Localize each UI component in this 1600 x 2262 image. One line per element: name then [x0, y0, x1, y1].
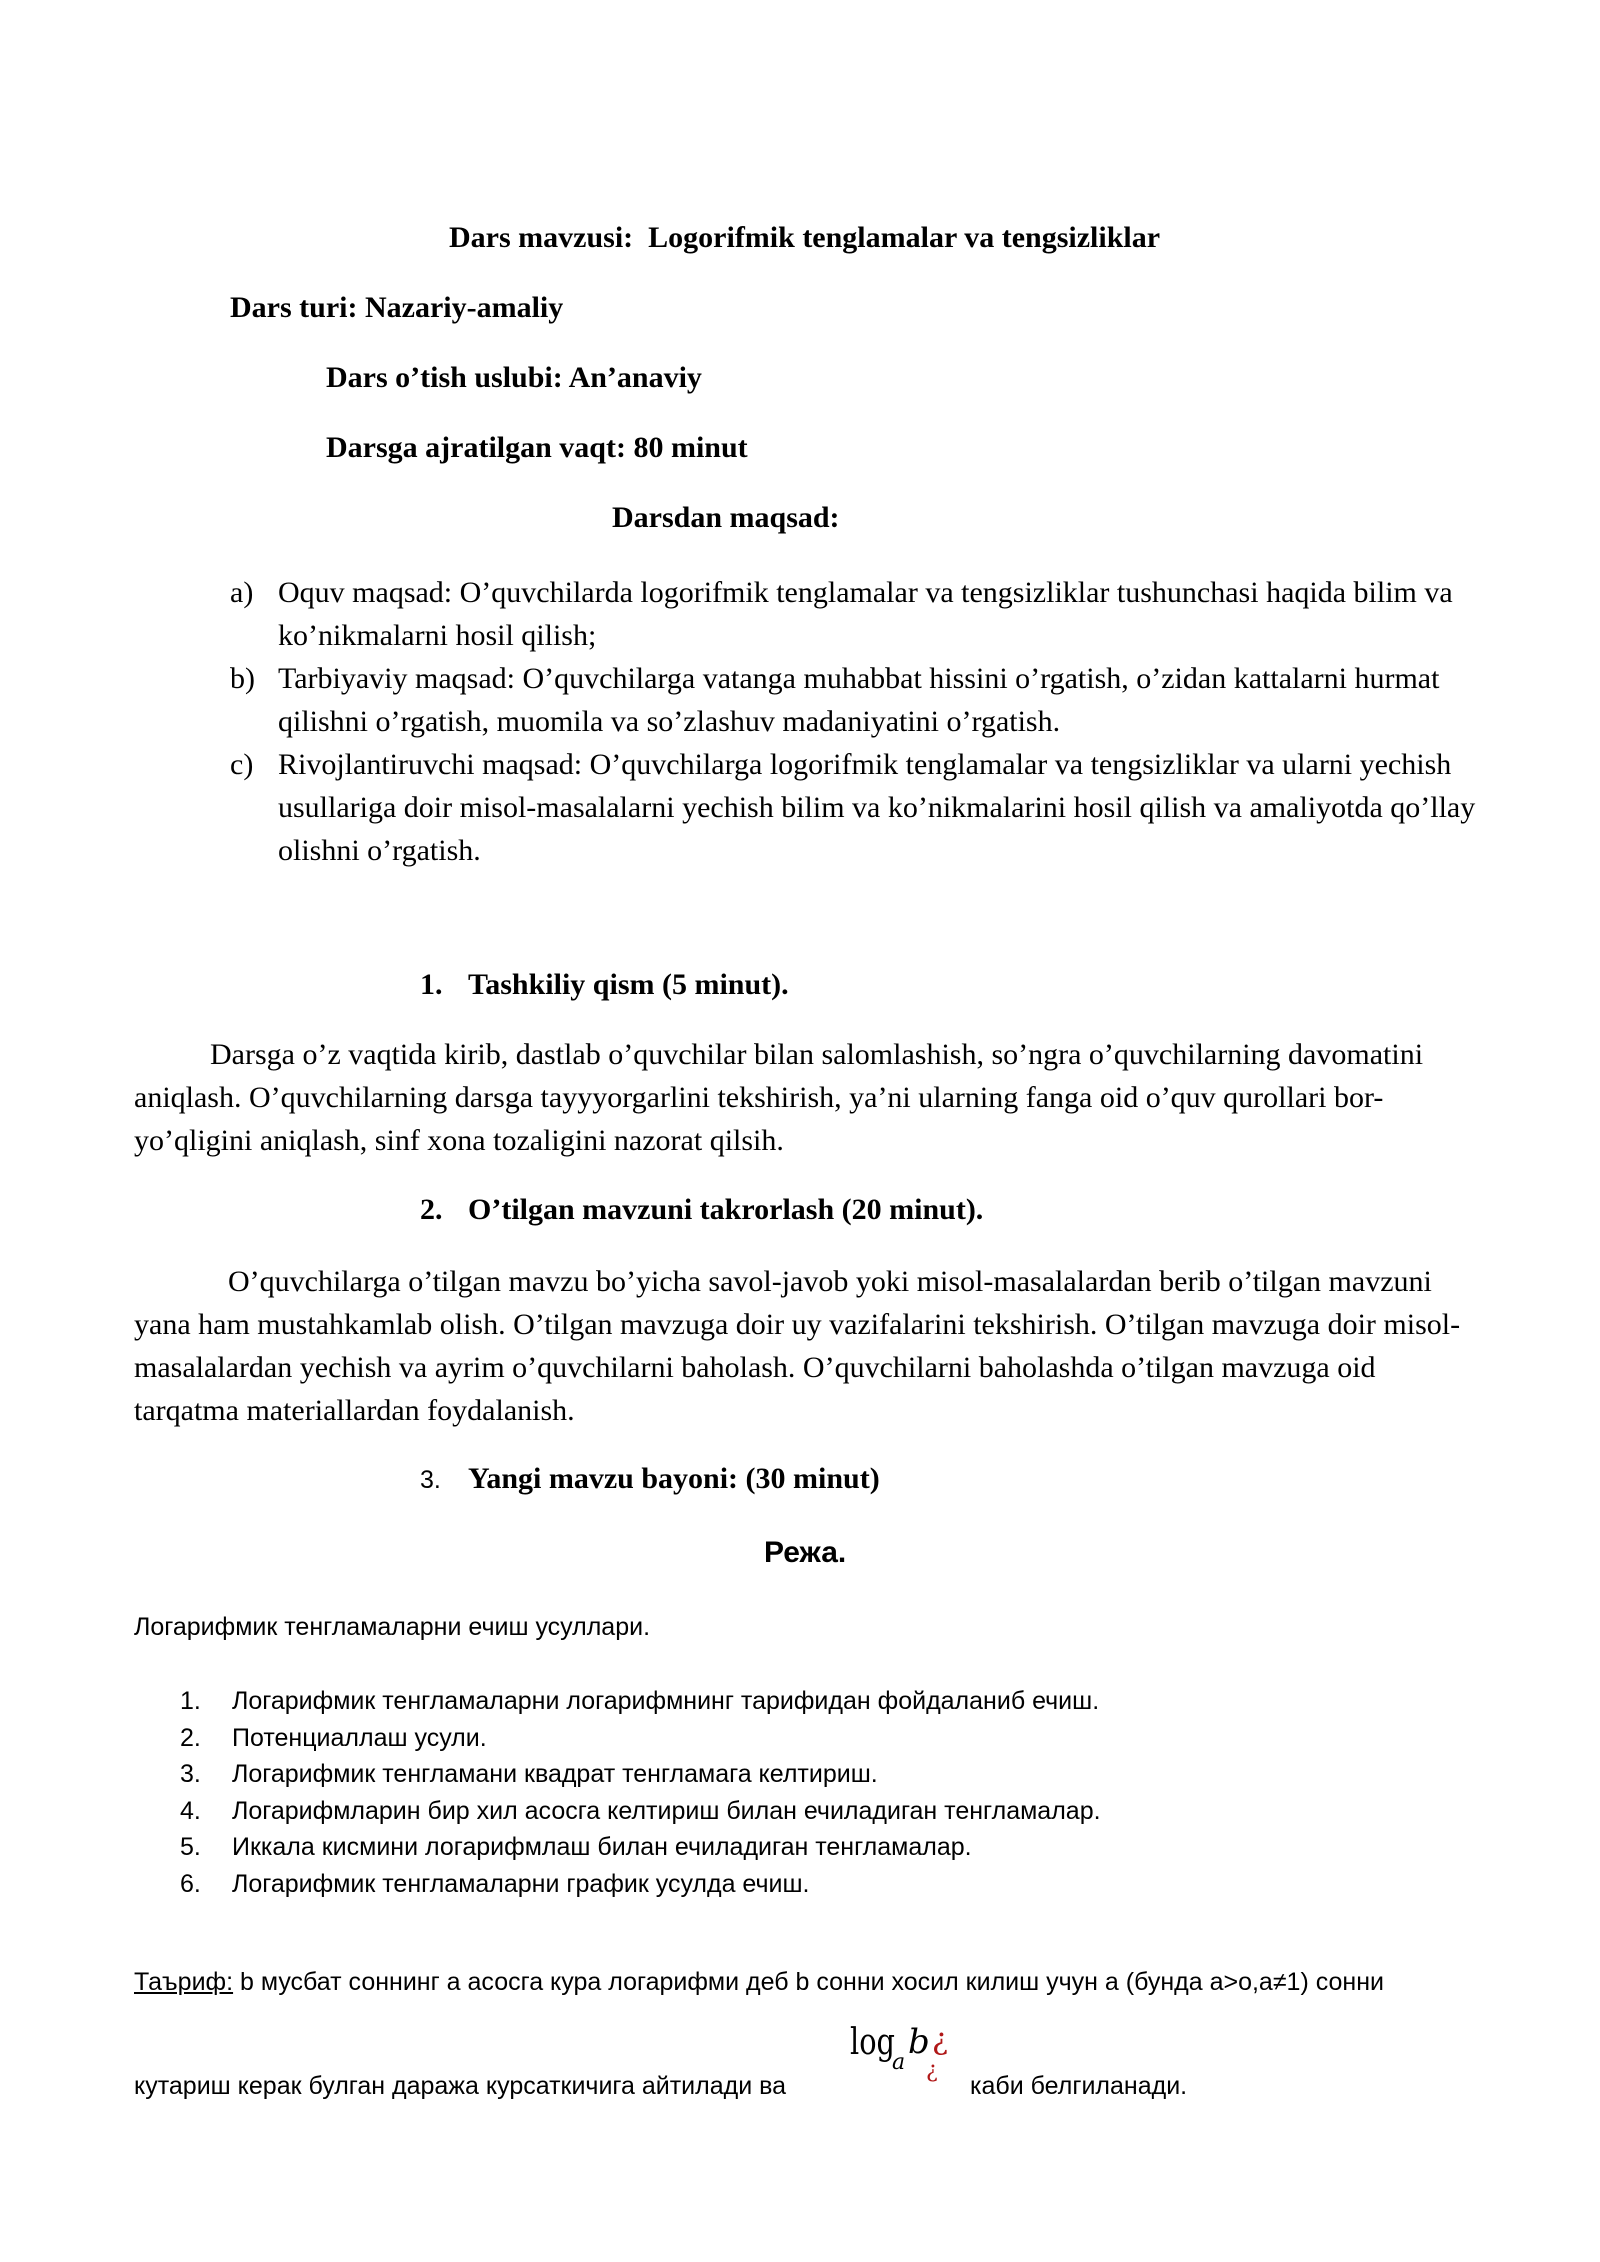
plan-item-number: 2. — [180, 1723, 201, 1752]
goals-list — [230, 571, 1500, 872]
plan-item-text: Иккала кисмини логарифмлаш билан ечиладиган тенгламалар. — [232, 1833, 972, 1861]
plan-item-number: 6. — [180, 1869, 201, 1898]
plan-item-text: Потенциаллаш усули. — [232, 1723, 487, 1752]
plan-item-text: Логарифмик тенгламаларни график усулда ечиш. — [232, 1869, 810, 1898]
definition-line-2-end: каби белгиланади. — [970, 2072, 1188, 2100]
plan-item-number: 5. — [180, 1833, 201, 1861]
definition-line-2-start: кутариш керак булган даража курсаткичига айтилади ва — [134, 2072, 787, 2100]
goal-text: Rivojlantiruvchi maqsad: O’quvchilarga logorifmik tenglamalar va tengsizliklar va ularni yechish usullariga doir misol-masalalarni yechish bilim va ko’nikmalarini hosil qilish va amaliyotda qo’llay olishni o’rgatish. — [278, 748, 1476, 867]
definition-text: b мусбат соннинг а асосга кура логарифми деб b сонни хосил килиш учун а (бунда а>о,а≠1) сонни — [240, 1968, 1384, 1996]
goal-item — [230, 743, 1500, 872]
plan-item-number: 3. — [180, 1760, 201, 1788]
section-number: 2. — [420, 1193, 443, 1226]
section-heading — [420, 968, 789, 1002]
plan-item — [180, 1866, 1101, 1903]
plan-heading: Режа. — [764, 1536, 847, 1569]
lesson-type: Dars turi: Nazariy-amaliy — [230, 291, 564, 324]
formula-base: a — [892, 2050, 906, 2075]
lesson-method: Dars o’tish uslubi: An’anaviy — [326, 361, 702, 394]
section-title: Yangi mavzu bayoni: (30 minut) — [468, 1462, 880, 1495]
formula-arg: b — [908, 2022, 930, 2062]
lesson-title-text: Logorifmik tenglamalar va tengsizliklar — [648, 221, 1161, 254]
plan-intro: Логарифмик тенгламаларни ечиш усуллари. — [134, 1613, 651, 1641]
goal-item — [230, 571, 1500, 657]
section-number: 3. — [420, 1466, 441, 1494]
plan-item — [180, 1683, 1101, 1720]
section-heading — [420, 1193, 983, 1227]
plan-item-text: Логарифмик тенгламани квадрат тенгламага келтириш. — [232, 1760, 878, 1788]
section-heading — [420, 1462, 880, 1496]
section-title: Tashkiliy qism (5 minut). — [468, 968, 789, 1001]
formula-log: log — [850, 2022, 895, 2063]
plan-item-number: 4. — [180, 1796, 201, 1825]
goal-marker: a) — [230, 576, 254, 609]
plan-item — [180, 1756, 1101, 1793]
goal-marker: b) — [230, 662, 255, 695]
lesson-time: Darsga ajratilgan vaqt: 80 minut — [326, 431, 748, 464]
log-formula — [850, 2022, 970, 2102]
section-title: O’tilgan mavzuni takrorlash (20 minut). — [468, 1193, 984, 1226]
section-number: 1. — [420, 968, 443, 1001]
definition-label: Таъриф: — [134, 1968, 234, 1996]
plan-list — [180, 1683, 1101, 1902]
formula-glyph-top: ¿ — [932, 2022, 949, 2057]
plan-item-number: 1. — [180, 1687, 201, 1715]
goals-heading: Darsdan maqsad: — [612, 501, 840, 534]
plan-item — [180, 1793, 1101, 1830]
formula-glyph-bottom: ¿ — [926, 2058, 938, 2083]
lesson-title-label: Dars mavzusi: — [449, 221, 634, 254]
section-body: Darsga o’z vaqtida kirib, dastlab o’quvchilar bilan salomlashish, so’ngra o’quvchilarning davomatini aniqlash. O’quvchilarning darsga tayyyorgarlini tekshirish, ya’ni ularning fanga oid o’quv qurollari bor-yo’qligini aniqlash, sinf xona tozaligini nazorat qilsih. — [134, 1038, 1424, 1157]
goal-text: Tarbiyaviy maqsad: O’quvchilarga vatanga muhabbat hissini o’rgatish, o’zidan kattalarni hurmat qilishni o’rgatish, muomila va so’zlashuv madaniyatini o’rgatish. — [278, 662, 1440, 738]
plan-item — [180, 1720, 1101, 1757]
goal-item — [230, 657, 1500, 743]
plan-item-text: Логарифмик тенгламаларни логарифмнинг тарифидан фойдаланиб ечиш. — [232, 1687, 1100, 1715]
goal-text: Oquv maqsad: O’quvchilarda logorifmik tenglamalar va tengsizliklar tushunchasi haqida bilim va ko’nikmalarni hosil qilish; — [278, 576, 1453, 652]
goal-marker: c) — [230, 748, 254, 781]
plan-item — [180, 1829, 1101, 1866]
definition-line-1 — [134, 1968, 1384, 1997]
lesson-title — [449, 221, 1160, 255]
section-body: O’quvchilarga o’tilgan mavzu bo’yicha savol-javob yoki misol-masalalardan berib o’tilgan mavzuni yana ham mustahkamlab olish. O’tilgan mavzuga doir uy vazifalarini tekshirish. O’tilgan mavzuga doir misol-masalalardan yechish va ayrim o’quvchilarni baholash. O’quvchilarni baholashda o’tilgan mavzuga oid tarqatma materiallardan foydalanish. — [134, 1265, 1461, 1427]
plan-item-text: Логарифмларин бир хил асосга келтириш билан ечиладиган тенгламалар. — [232, 1796, 1101, 1825]
